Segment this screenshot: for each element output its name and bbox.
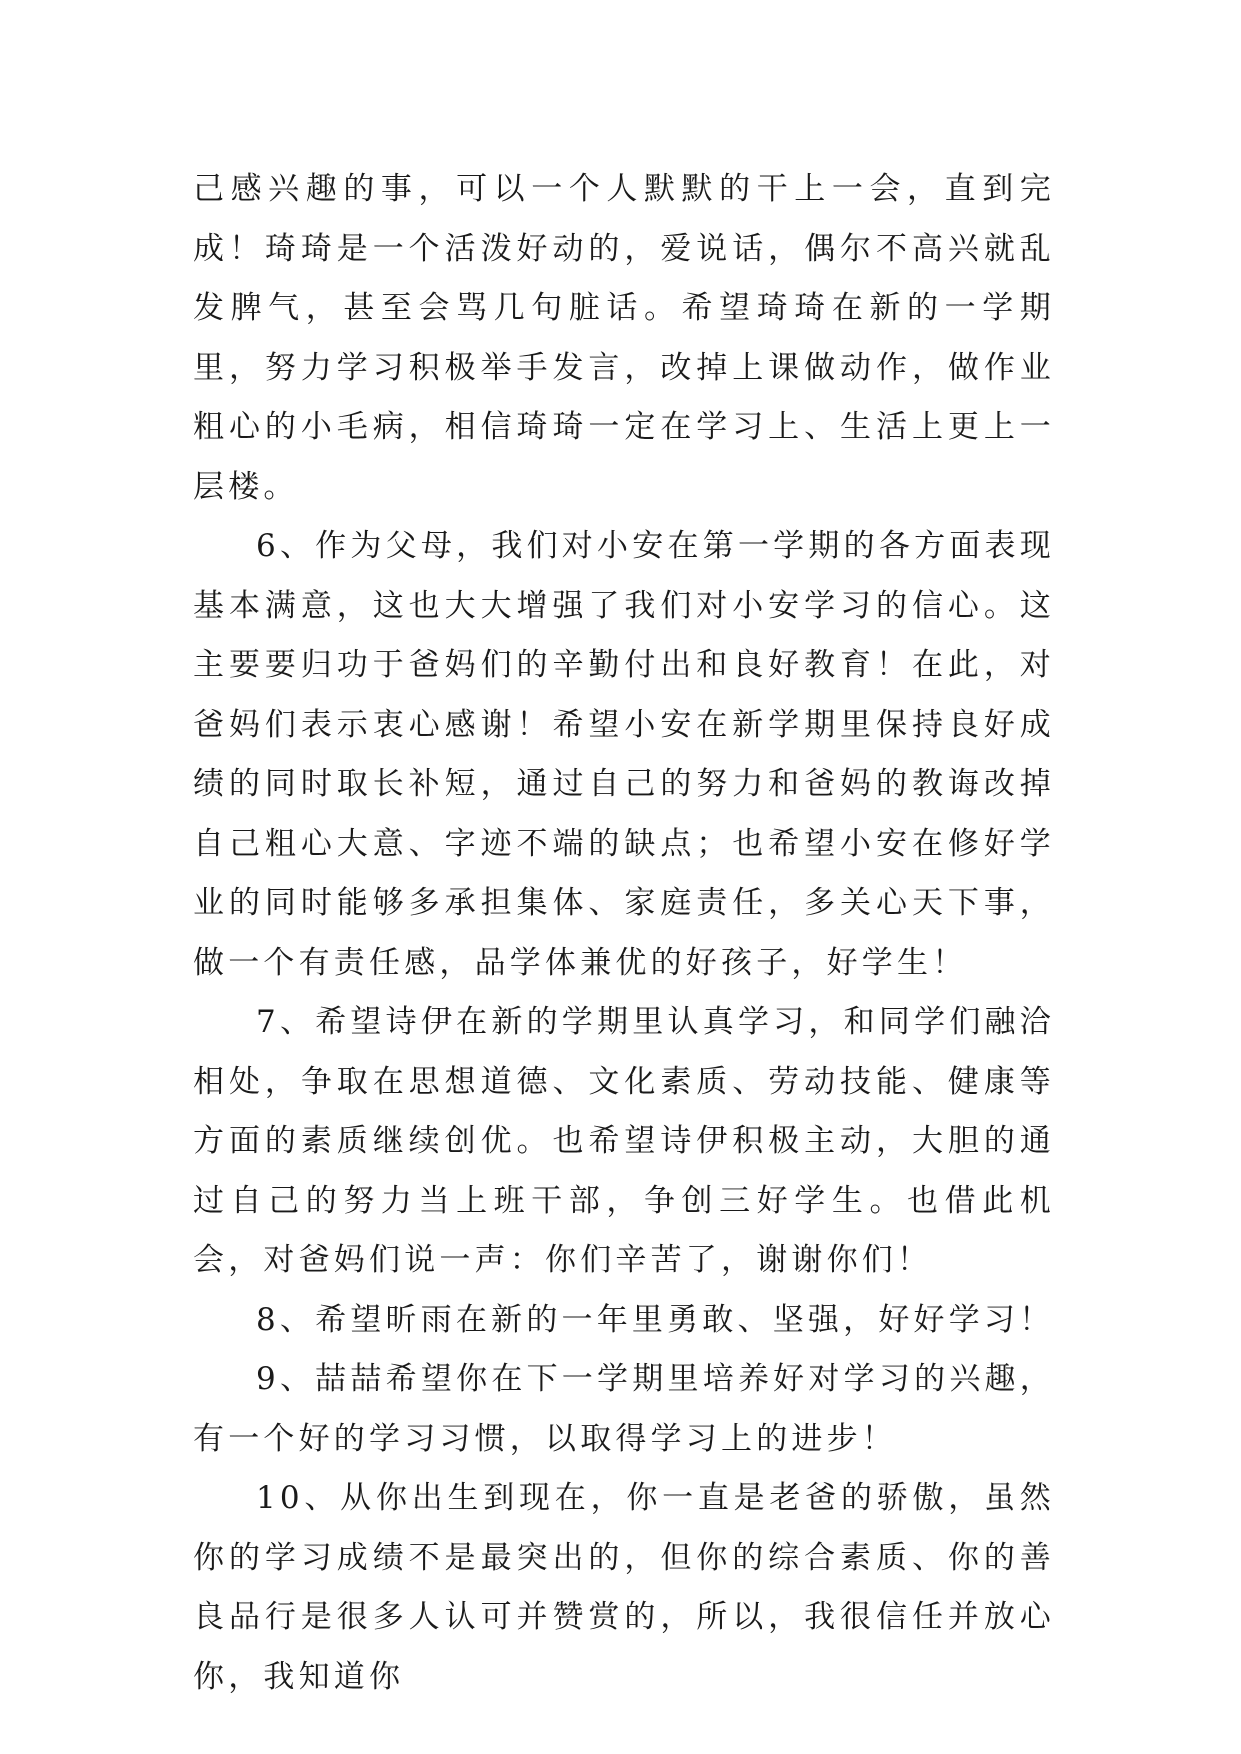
paragraph-item-8: 8、希望昕雨在新的一年里勇敢、坚强，好好学习！ bbox=[256, 1301, 1055, 1338]
paragraph-item-7: 7、希望诗伊在新的学期里认真学习，和同学们融洽相处，争取在思想道德、文化素质、劳动技能、健康等方面的素质继续创优。也希望诗伊积极主动，大胆的通过自己的努力当上班干部，争创三好学生。也借此机会，对爸妈们说一声：你们辛苦了，谢谢你们！ bbox=[193, 1004, 1055, 1278]
paragraph-item-10: 10、从你出生到现在，你一直是老爸的骄傲，虽然你的学习成绩不是最突出的，但你的综合素质、你的善良品行是很多人认可并赞赏的，所以，我很信任并放心你，我知道你 bbox=[193, 1480, 1055, 1695]
document-body bbox=[193, 160, 1055, 1707]
paragraph-item-9: 9、喆喆希望你在下一学期里培养好对学习的兴趣，有一个好的学习习惯，以取得学习上的进步！ bbox=[193, 1361, 1055, 1457]
paragraph-item-6: 6、作为父母，我们对小安在第一学期的各方面表现基本满意，这也大大增强了我们对小安学习的信心。这主要要归功于爸妈们的辛勤付出和良好教育！在此，对爸妈们表示衷心感谢！希望小安在新学期里保持良好成绩的同时取长补短，通过自己的努力和爸妈的教诲改掉自己粗心大意、字迹不端的缺点；也希望小安在修好学业的同时能够多承担集体、家庭责任，多关心天下事，做一个有责任感，品学体兼优的好孩子，好学生！ bbox=[193, 528, 1055, 981]
paragraph-continued: 己感兴趣的事，可以一个人默默的干上一会，直到完成！琦琦是一个活泼好动的，爱说话，偶尔不高兴就乱发脾气，甚至会骂几句脏话。希望琦琦在新的一学期里，努力学习积极举手发言，改掉上课做动作，做作业粗心的小毛病，相信琦琦一定在学习上、生活上更上一层楼。 bbox=[193, 171, 1055, 505]
